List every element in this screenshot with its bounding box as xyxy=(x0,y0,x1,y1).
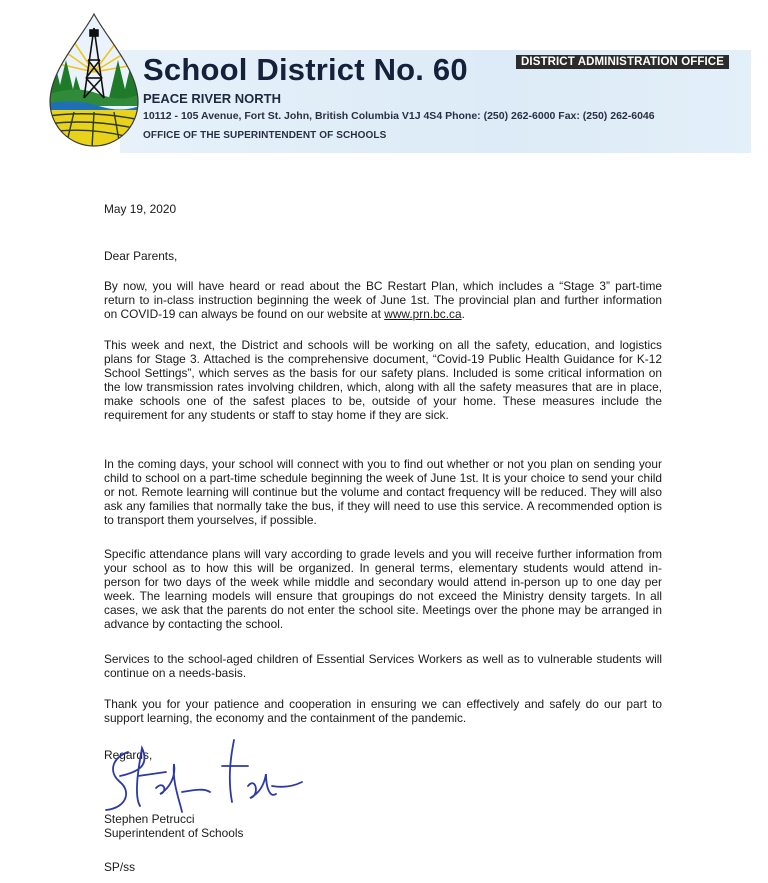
office-badge: DISTRICT ADMINISTRATION OFFICE xyxy=(516,55,729,69)
paragraph-essential-services: Services to the school-aged children of Essential Services Workers as well as to vulnerable students will continue on a needs-basis. xyxy=(104,652,662,680)
letterhead xyxy=(0,0,768,158)
salutation: Dear Parents, xyxy=(104,249,178,263)
district-logo-icon xyxy=(44,10,144,150)
website-link[interactable]: www.prn.bc.ca xyxy=(384,307,462,321)
paragraph-attendance: Specific attendance plans will vary according to grade levels and you will receive further information from your school as to how this will be organized. In general terms, elementary students would attend in-person for two days of the week while middle and secondary would attend in-person up to one day per week. The learning models will ensure that groupings do not exceed the Ministry density targets. In all cases, we ask that the parents do not enter the school site. Meetings over the phone may be arranged in advance by contacting the school. xyxy=(104,547,662,631)
closing: Regards, xyxy=(104,748,153,762)
signer-title: Superintendent of Schools xyxy=(104,826,244,840)
organization-address: 10112 - 105 Avenue, Fort St. John, British Columbia V1J 4S4 Phone: (250) 262-6000 Fax: (250) 262-6046 xyxy=(143,110,655,122)
letter-date: May 19, 2020 xyxy=(104,202,177,216)
reference-initials: SP/ss xyxy=(104,860,136,874)
organization-subtitle: PEACE RIVER NORTH xyxy=(143,91,281,106)
paragraph-thanks: Thank you for your patience and cooperation in ensuring we can effectively and safely do our part to support learning, the economy and the containment of the pandemic. xyxy=(104,697,662,725)
paragraph-school-contact: In the coming days, your school will connect with you to find out whether or not you plan on sending your child to school on a part-time schedule beginning the week of June 1st. It is your choice to send your child or not. Remote learning will continue but the volume and contact frequency will be reduced. They will also ask any families that normally take the bus, if they will need to use this service. A recommended option is to transport them yourselves, if possible. xyxy=(104,457,662,527)
office-name: OFFICE OF THE SUPERINTENDENT OF SCHOOLS xyxy=(143,130,387,141)
paragraph-restart-plan xyxy=(104,279,662,321)
handwritten-signature xyxy=(98,736,308,816)
paragraph-safety-plans: This week and next, the District and schools will be working on all the safety, education, and logistics plans for Stage 3. Attached is the comprehensive document, “Covid-19 Public Health Guidance for K-12 School Settings”, which serves as the basis for our safety plans. Included is some critical information on the low transmission rates involving children, which, along with all the safety measures that are in place, make schools one of the safest places to be, outside of your home. These measures include the requirement for any students or staff to stay home if they are sick. xyxy=(104,338,662,422)
paragraph-text: . xyxy=(461,307,465,321)
signer-name: Stephen Petrucci xyxy=(104,812,195,826)
paragraph-text: By now, you will have heard or read about the BC Restart Plan, which includes a “Stage 3” part-time return to in-class instruction beginning the week of June 1st. The provincial plan and further information on COVID-19 can always be found on our website at xyxy=(104,279,662,321)
organization-name: School District No. 60 xyxy=(143,52,468,87)
